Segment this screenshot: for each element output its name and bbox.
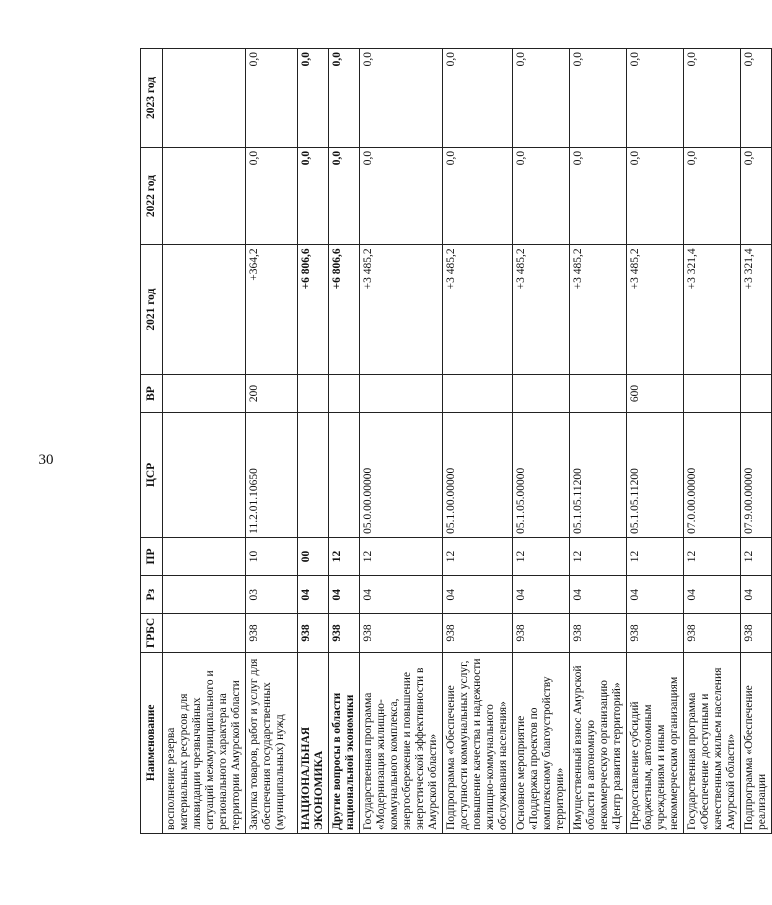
header-name: Наименование bbox=[141, 652, 163, 833]
row-name-cell: Закупка товаров, работ и услуг для обеспечения государственных (муниципальных) нужд bbox=[246, 652, 298, 833]
row-grbs-cell: 938 bbox=[360, 614, 443, 652]
header-2023: 2023 год bbox=[141, 49, 163, 148]
row-grbs-cell: 938 bbox=[684, 614, 741, 652]
row-rz-cell: 04 bbox=[360, 576, 443, 614]
row-2023-cell: 0,0 bbox=[741, 49, 772, 148]
row-2021-cell: +3 485,2 bbox=[360, 245, 443, 375]
row-vr-cell bbox=[684, 374, 741, 412]
row-vr-cell bbox=[163, 374, 246, 412]
table-row bbox=[298, 49, 329, 834]
header-grbs: ГРБС bbox=[141, 614, 163, 652]
row-csr-cell: 05.1.05.11200 bbox=[570, 413, 627, 538]
rotated-table-container bbox=[140, 48, 768, 834]
row-csr-cell bbox=[329, 413, 360, 538]
row-rz-cell: 03 bbox=[246, 576, 298, 614]
row-pr-cell: 10 bbox=[246, 537, 298, 575]
row-pr-cell: 12 bbox=[570, 537, 627, 575]
row-2022-cell: 0,0 bbox=[329, 147, 360, 245]
row-csr-cell: 07.9.00.00000 bbox=[741, 413, 772, 538]
row-name-cell: Государственная программа «Обеспечение доступным и качественным жильем населения Амурской области» bbox=[684, 652, 741, 833]
row-pr-cell bbox=[163, 537, 246, 575]
row-pr-cell: 12 bbox=[684, 537, 741, 575]
row-grbs-cell: 938 bbox=[443, 614, 513, 652]
row-csr-cell bbox=[163, 413, 246, 538]
table-row bbox=[570, 49, 627, 834]
row-rz-cell: 04 bbox=[627, 576, 684, 614]
row-name-cell: Предоставление субсидий бюджетным, автономным учреждениям и иным некоммерческим организациям bbox=[627, 652, 684, 833]
row-rz-cell: 04 bbox=[741, 576, 772, 614]
row-rz-cell: 04 bbox=[513, 576, 570, 614]
header-pr: ПР bbox=[141, 537, 163, 575]
row-2023-cell: 0,0 bbox=[246, 49, 298, 148]
row-grbs-cell: 938 bbox=[298, 614, 329, 652]
table-header-row bbox=[141, 49, 163, 834]
row-2023-cell: 0,0 bbox=[329, 49, 360, 148]
row-grbs-cell: 938 bbox=[570, 614, 627, 652]
row-2021-cell: +3 321,4 bbox=[741, 245, 772, 375]
row-name-cell: Государственная программа «Модернизация жилищно-коммунального комплекса, энергосбережение и повышение энергетической эффективности в Амурской области» bbox=[360, 652, 443, 833]
table-row bbox=[163, 49, 246, 834]
table-body bbox=[163, 49, 772, 834]
page-number: 30 bbox=[38, 452, 54, 468]
table-row bbox=[741, 49, 772, 834]
row-vr-cell bbox=[513, 374, 570, 412]
row-2022-cell: 0,0 bbox=[513, 147, 570, 245]
row-name-cell: Подпрограмма «Обеспечение реализации bbox=[741, 652, 772, 833]
row-vr-cell bbox=[443, 374, 513, 412]
row-pr-cell: 12 bbox=[329, 537, 360, 575]
row-pr-cell: 00 bbox=[298, 537, 329, 575]
row-vr-cell bbox=[741, 374, 772, 412]
header-csr: ЦСР bbox=[141, 413, 163, 538]
row-2023-cell: 0,0 bbox=[570, 49, 627, 148]
row-2022-cell: 0,0 bbox=[443, 147, 513, 245]
row-rz-cell: 04 bbox=[329, 576, 360, 614]
header-2021: 2021 год bbox=[141, 245, 163, 375]
row-grbs-cell: 938 bbox=[627, 614, 684, 652]
row-rz-cell: 04 bbox=[570, 576, 627, 614]
row-vr-cell: 200 bbox=[246, 374, 298, 412]
row-name-cell: Основное мероприятие «Поддержка проектов по комплексному благоустройству территории» bbox=[513, 652, 570, 833]
row-2021-cell: +6 806,6 bbox=[298, 245, 329, 375]
row-vr-cell bbox=[298, 374, 329, 412]
row-2021-cell: +6 806,6 bbox=[329, 245, 360, 375]
header-rz: Рз bbox=[141, 576, 163, 614]
row-rz-cell: 04 bbox=[684, 576, 741, 614]
row-2022-cell: 0,0 bbox=[741, 147, 772, 245]
table-row bbox=[360, 49, 443, 834]
row-csr-cell bbox=[298, 413, 329, 538]
table-row bbox=[246, 49, 298, 834]
row-csr-cell: 05.1.05.00000 bbox=[513, 413, 570, 538]
row-name-cell: Имущественный взнос Амурской области в автономную некоммерческую организацию «Центр развития территорий» bbox=[570, 652, 627, 833]
row-vr-cell bbox=[360, 374, 443, 412]
row-2023-cell: 0,0 bbox=[298, 49, 329, 148]
table-row bbox=[513, 49, 570, 834]
row-2021-cell: +364,2 bbox=[246, 245, 298, 375]
row-2022-cell: 0,0 bbox=[627, 147, 684, 245]
table-row bbox=[329, 49, 360, 834]
row-2022-cell bbox=[163, 147, 246, 245]
table-row bbox=[684, 49, 741, 834]
row-pr-cell: 12 bbox=[627, 537, 684, 575]
row-pr-cell: 12 bbox=[741, 537, 772, 575]
row-csr-cell: 05.1.00.00000 bbox=[443, 413, 513, 538]
row-pr-cell: 12 bbox=[443, 537, 513, 575]
row-2023-cell bbox=[163, 49, 246, 148]
row-csr-cell: 05.0.00.00000 bbox=[360, 413, 443, 538]
row-vr-cell bbox=[329, 374, 360, 412]
row-2021-cell: +3 485,2 bbox=[627, 245, 684, 375]
row-rz-cell: 04 bbox=[298, 576, 329, 614]
row-2023-cell: 0,0 bbox=[443, 49, 513, 148]
row-grbs-cell bbox=[163, 614, 246, 652]
row-csr-cell: 11.2.01.10650 bbox=[246, 413, 298, 538]
row-2023-cell: 0,0 bbox=[627, 49, 684, 148]
row-vr-cell bbox=[570, 374, 627, 412]
header-vr: ВР bbox=[141, 374, 163, 412]
row-grbs-cell: 938 bbox=[246, 614, 298, 652]
row-2023-cell: 0,0 bbox=[360, 49, 443, 148]
table-row bbox=[627, 49, 684, 834]
row-2022-cell: 0,0 bbox=[684, 147, 741, 245]
row-rz-cell: 04 bbox=[443, 576, 513, 614]
budget-table bbox=[140, 48, 772, 834]
row-2022-cell: 0,0 bbox=[360, 147, 443, 245]
row-2022-cell: 0,0 bbox=[246, 147, 298, 245]
row-vr-cell: 600 bbox=[627, 374, 684, 412]
row-pr-cell: 12 bbox=[513, 537, 570, 575]
row-grbs-cell: 938 bbox=[741, 614, 772, 652]
row-csr-cell: 05.1.05.11200 bbox=[627, 413, 684, 538]
row-name-cell: НАЦИОНАЛЬНАЯ ЭКОНОМИКА bbox=[298, 652, 329, 833]
row-2021-cell: +3 485,2 bbox=[443, 245, 513, 375]
row-2022-cell: 0,0 bbox=[298, 147, 329, 245]
row-name-cell: Подпрограмма «Обеспечение доступности коммунальных услуг, повышение качества и надежности жилищно-коммунального обслуживания населения» bbox=[443, 652, 513, 833]
row-2021-cell: +3 321,4 bbox=[684, 245, 741, 375]
row-name-cell: восполнение резерва материальных ресурсов для ликвидации чрезвычайных ситуаций межмуниципального и регионального характера на территории Амурской области bbox=[163, 652, 246, 833]
row-2023-cell: 0,0 bbox=[684, 49, 741, 148]
row-2023-cell: 0,0 bbox=[513, 49, 570, 148]
row-2022-cell: 0,0 bbox=[570, 147, 627, 245]
table-row bbox=[443, 49, 513, 834]
row-grbs-cell: 938 bbox=[329, 614, 360, 652]
row-2021-cell bbox=[163, 245, 246, 375]
row-rz-cell bbox=[163, 576, 246, 614]
row-csr-cell: 07.0.00.00000 bbox=[684, 413, 741, 538]
row-2021-cell: +3 485,2 bbox=[513, 245, 570, 375]
row-name-cell: Другие вопросы в области национальной экономики bbox=[329, 652, 360, 833]
row-pr-cell: 12 bbox=[360, 537, 443, 575]
row-grbs-cell: 938 bbox=[513, 614, 570, 652]
row-2021-cell: +3 485,2 bbox=[570, 245, 627, 375]
header-2022: 2022 год bbox=[141, 147, 163, 245]
